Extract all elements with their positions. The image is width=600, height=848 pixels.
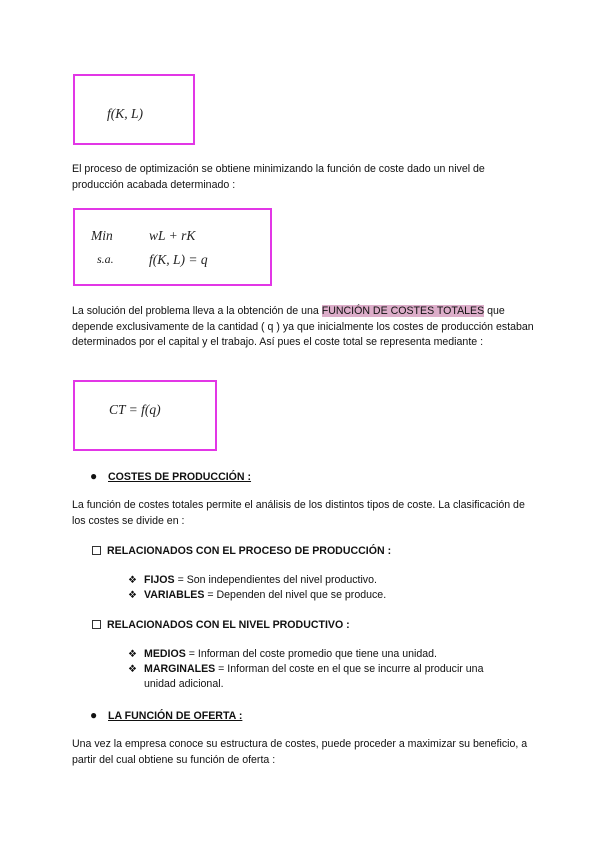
diamond-bullet-icon: ❖ bbox=[128, 664, 137, 675]
desc-marginal: = Informan del coste en el que se incurre al producir una bbox=[215, 663, 484, 675]
term-fixed: FIJOS bbox=[144, 574, 175, 586]
diamond-bullet-icon: ❖ bbox=[128, 590, 137, 601]
bullet-icon: ● bbox=[90, 708, 98, 722]
formula-objective: wL + rK bbox=[149, 228, 196, 243]
formula-constraint: f(K, L) = q bbox=[149, 252, 208, 267]
list-item-fixed bbox=[128, 573, 528, 588]
formula-production-function: f(K, L) bbox=[107, 106, 144, 121]
diamond-bullet-icon: ❖ bbox=[128, 575, 137, 586]
group-heading-production-process bbox=[92, 545, 391, 557]
formula-total-cost: CT = f(q) bbox=[109, 402, 161, 417]
highlight-total-cost-function: FUNCIÓN DE COSTES TOTALES bbox=[321, 305, 485, 317]
section-heading-production-costs bbox=[90, 469, 251, 483]
checkbox-square-icon bbox=[92, 546, 101, 555]
diamond-bullet-icon: ❖ bbox=[128, 649, 137, 660]
term-marginal: MARGINALES bbox=[144, 663, 216, 675]
list-item-variable bbox=[128, 588, 528, 603]
paragraph-total-cost bbox=[72, 304, 537, 351]
desc-fixed: = Son independientes del nivel productivo. bbox=[174, 574, 377, 586]
section-heading-supply-function bbox=[90, 708, 242, 722]
bullet-icon: ● bbox=[90, 469, 98, 483]
paragraph-supply: Una vez la empresa conoce su estructura de costes, puede proceder a maximizar su beneficio, a partir del cual obtiene su función de oferta : bbox=[72, 738, 528, 766]
list-item-average bbox=[128, 647, 528, 662]
paragraph-cost-classification: La función de costes totales permite el análisis de los distintos tipos de coste. La clasificación de los costes se divide en : bbox=[72, 499, 525, 527]
paragraph-optimization: El proceso de optimización se obtiene minimizando la función de coste dado un nivel de producción acabada determinado : bbox=[72, 163, 485, 191]
desc-average: = Informan del coste promedio que tiene una unidad. bbox=[185, 648, 437, 660]
group-heading-production-level bbox=[92, 619, 350, 631]
group-title: RELACIONADOS CON EL PROCESO DE PRODUCCIÓN : bbox=[107, 545, 392, 557]
formula-min-label: Min bbox=[91, 228, 113, 243]
group-title: RELACIONADOS CON EL NIVEL PRODUCTIVO : bbox=[107, 619, 350, 631]
formula-subject-to-label: s.a. bbox=[97, 252, 114, 266]
section-title: LA FUNCIÓN DE OFERTA : bbox=[108, 710, 243, 722]
desc-marginal-continued: unidad adicional. bbox=[144, 678, 224, 690]
section-title: COSTES DE PRODUCCIÓN : bbox=[108, 471, 252, 483]
term-average: MEDIOS bbox=[144, 648, 186, 660]
checkbox-square-icon bbox=[92, 620, 101, 629]
formula-box-production-function bbox=[73, 74, 195, 145]
paragraph-total-cost-before: La solución del problema lleva a la obtención de una bbox=[72, 305, 322, 317]
formula-box-total-cost bbox=[73, 380, 217, 451]
desc-variable: = Dependen del nivel que se produce. bbox=[204, 589, 387, 601]
list-item-marginal bbox=[128, 662, 528, 692]
paragraph-total-cost-after: que depende exclusivamente de la cantidad ( q ) ya que inicialmente los costes de producción estaban determinados por el capital y el trabajo. Así pues el coste total se representa mediante : bbox=[72, 305, 534, 349]
formula-box-minimization bbox=[73, 208, 272, 286]
term-variable: VARIABLES bbox=[144, 589, 205, 601]
